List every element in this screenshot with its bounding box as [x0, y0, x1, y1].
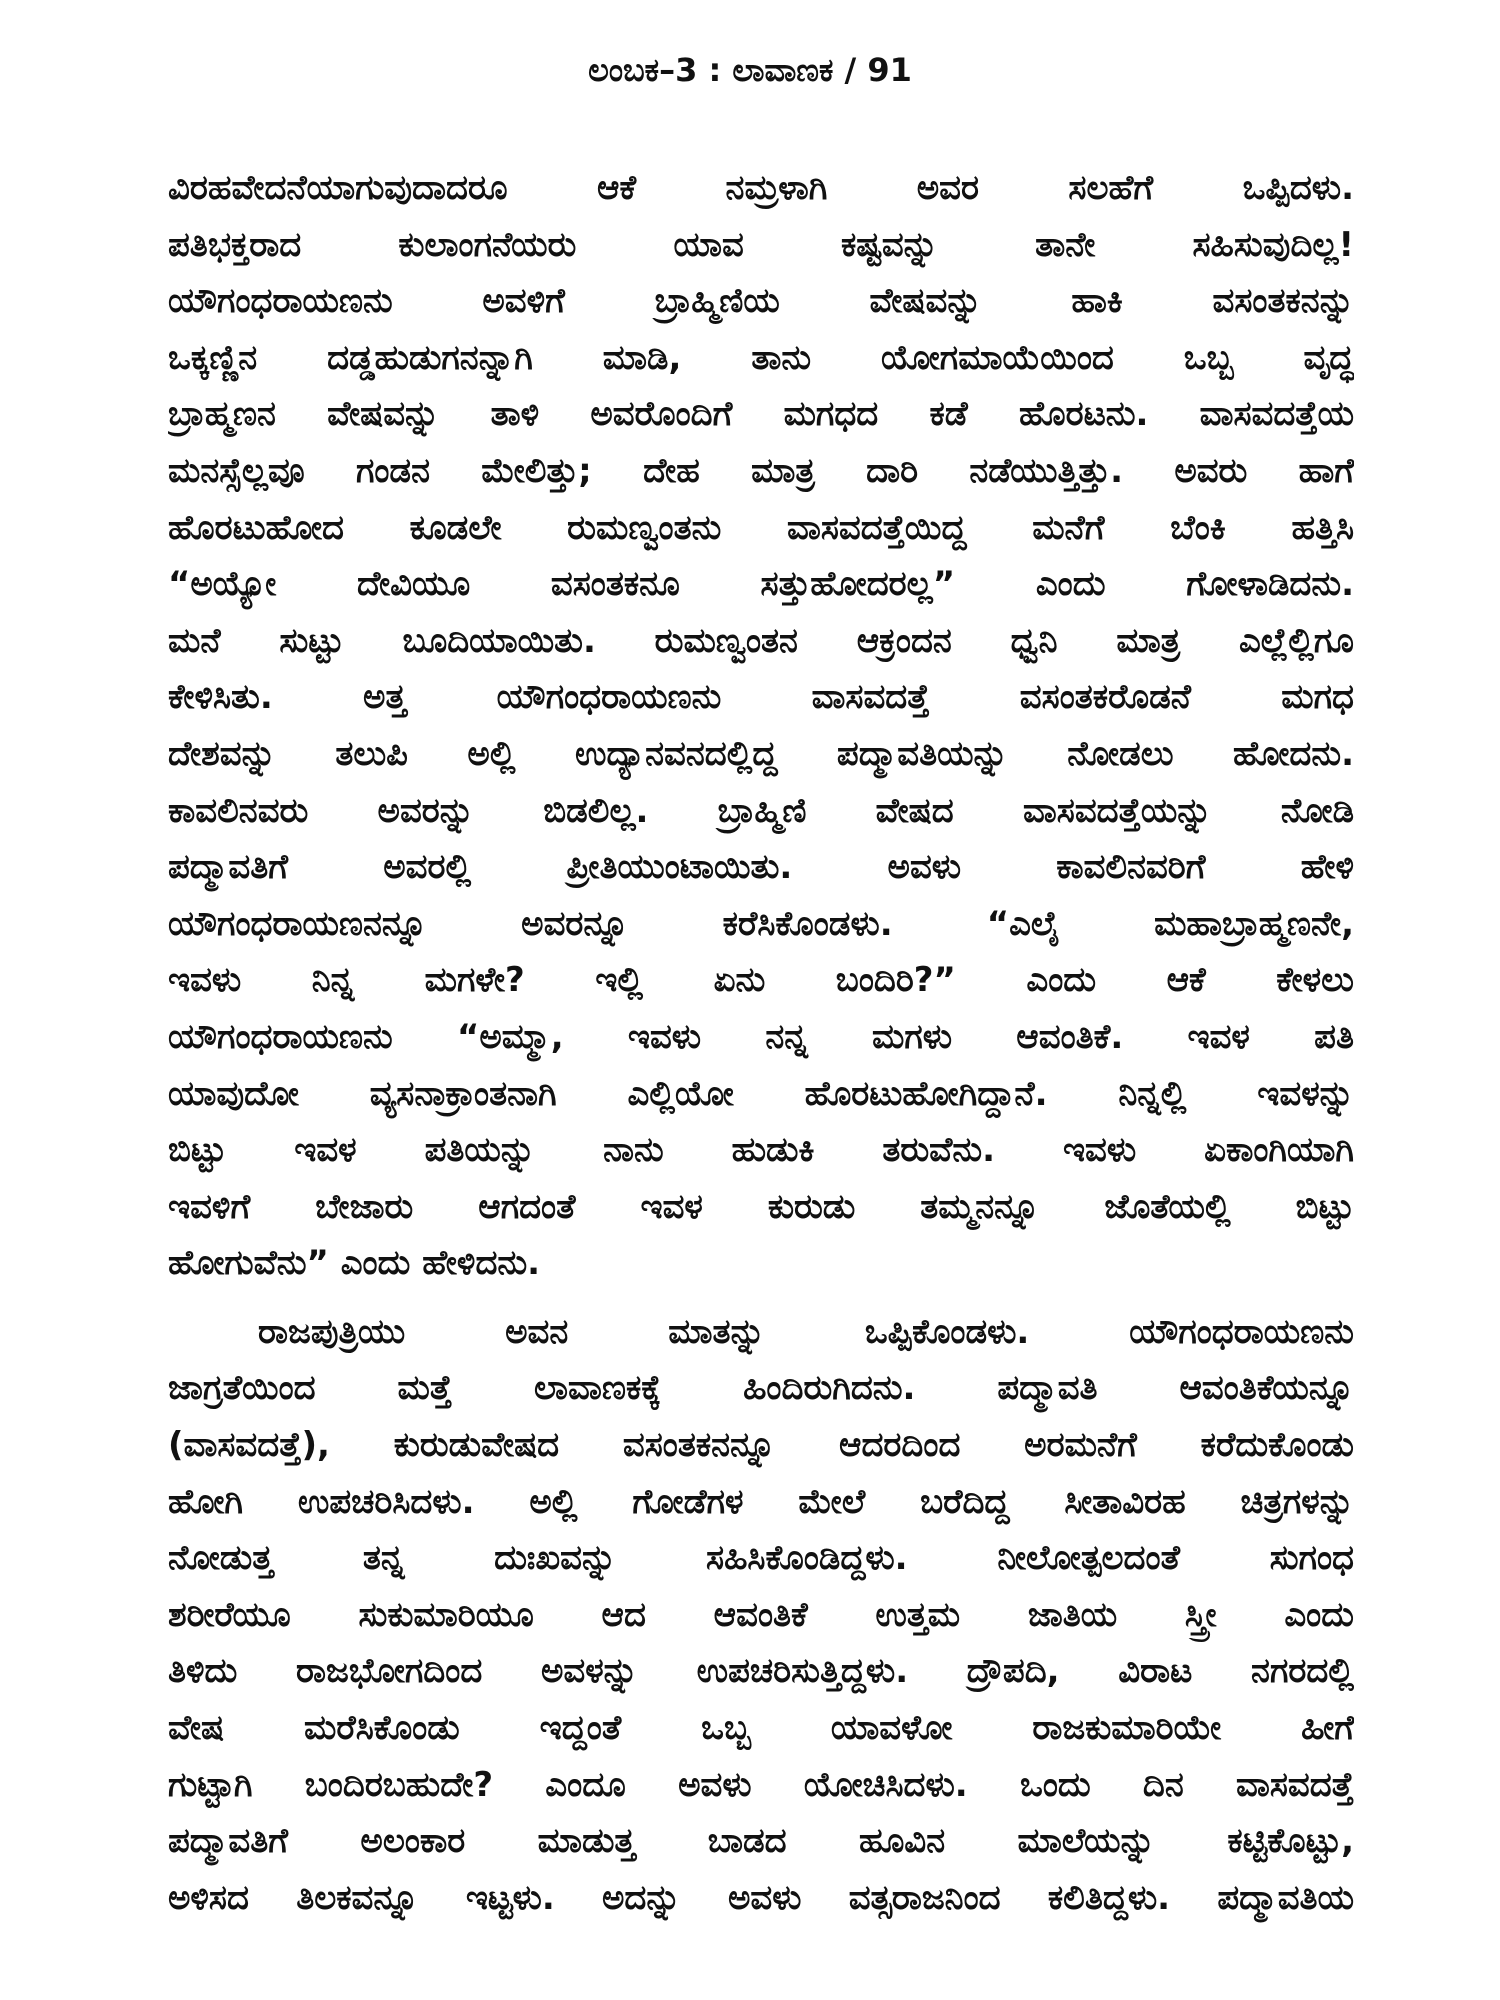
text-line: ಹೊರಟುಹೋದ ಕೂಡಲೇ ರುಮಣ್ವಂತನು ವಾಸವದತ್ತೆಯಿದ್ದ ಮನೆಗೆ ಬೆಂಕಿ ಹತ್ತಿಸಿ — [168, 507, 1354, 548]
text-line: ಮನಸ್ಸೆಲ್ಲವೂ ಗಂಡನ ಮೇಲಿತ್ತು; ದೇಹ ಮಾತ್ರ ದಾರಿ ನಡೆಯುತ್ತಿತ್ತು. ಅವರು ಹಾಗೆ — [168, 450, 1354, 491]
text-line: ವೇಷ ಮರೆಸಿಕೊಂಡು ಇದ್ದಂತೆ ಒಬ್ಬ ಯಾವಳೋ ರಾಜಕುಮಾರಿಯೇ ಹೀಗೆ — [168, 1708, 1354, 1749]
text-line: ತಿಳಿದು ರಾಜಭೋಗದಿಂದ ಅವಳನ್ನು ಉಪಚರಿಸುತ್ತಿದ್ದಳು. ದ್ರೌಪದಿ, ವಿರಾಟ ನಗರದಲ್ಲಿ — [168, 1651, 1354, 1692]
text-line: ಯೌಗಂಧರಾಯಣನು “ಅಮ್ಮಾ, ಇವಳು ನನ್ನ ಮಗಳು ಆವಂತಿಕೆ. ಇವಳ ಪತಿ — [168, 1016, 1354, 1057]
text-line: ಕೇಳಿಸಿತು. ಅತ್ತ ಯೌಗಂಧರಾಯಣನು ವಾಸವದತ್ತೆ ವಸಂತಕರೊಡನೆ ಮಗಧ — [168, 677, 1354, 718]
text-line: ಬಿಟ್ಟು ಇವಳ ಪತಿಯನ್ನು ನಾನು ಹುಡುಕಿ ತರುವೆನು. ಇವಳು ಏಕಾಂಗಿಯಾಗಿ — [168, 1130, 1354, 1171]
text-line: ದೇಶವನ್ನು ತಲುಪಿ ಅಲ್ಲಿ ಉದ್ಯಾನವನದಲ್ಲಿದ್ದ ಪದ್ಮಾವತಿಯನ್ನು ನೋಡಲು ಹೋದನು. — [168, 733, 1354, 774]
text-line: ಅಳಿಸದ ತಿಲಕವನ್ನೂ ಇಟ್ಟಳು. ಅದನ್ನು ಅವಳು ವತ್ಸರಾಜನಿಂದ ಕಲಿತಿದ್ದಳು. ಪದ್ಮಾವತಿಯ — [168, 1877, 1354, 1918]
text-line: (ವಾಸವದತ್ತೆ), ಕುರುಡುವೇಷದ ವಸಂತಕನನ್ನೂ ಆದರದಿಂದ ಅರಮನೆಗೆ ಕರೆದುಕೊಂಡು — [168, 1425, 1354, 1466]
text-line: ಪದ್ಮಾವತಿಗೆ ಅಲಂಕಾರ ಮಾಡುತ್ತ ಬಾಡದ ಹೂವಿನ ಮಾಲೆಯನ್ನು ಕಟ್ಟಿಕೊಟ್ಟು, — [168, 1821, 1354, 1862]
text-line: ಗುಟ್ಟಾಗಿ ಬಂದಿರಬಹುದೇ? ಎಂದೂ ಅವಳು ಯೋಚಿಸಿದಳು. ಒಂದು ದಿನ ವಾಸವದತ್ತೆ — [168, 1764, 1354, 1805]
paragraph-1 — [168, 160, 1354, 1292]
text-line: ಇವಳು ನಿನ್ನ ಮಗಳೇ? ಇಲ್ಲಿ ಏನು ಬಂದಿರಿ?” ಎಂದು ಆಕೆ ಕೇಳಲು — [168, 960, 1354, 1001]
text-line: ರಾಜಪುತ್ರಿಯು ಅವನ ಮಾತನ್ನು ಒಪ್ಪಿಕೊಂಡಳು. ಯೌಗಂಧರಾಯಣನು — [258, 1311, 1354, 1352]
text-line: ಮನೆ ಸುಟ್ಟು ಬೂದಿಯಾಯಿತು. ರುಮಣ್ವಂತನ ಆಕ್ರಂದನ ಧ್ವನಿ ಮಾತ್ರ ಎಲ್ಲೆಲ್ಲಿಗೂ — [168, 620, 1354, 661]
text-line: ಇವಳಿಗೆ ಬೇಜಾರು ಆಗದಂತೆ ಇವಳ ಕುರುಡು ತಮ್ಮನನ್ನೂ ಜೊತೆಯಲ್ಲಿ ಬಿಟ್ಟು — [168, 1186, 1354, 1227]
text-line: ಬ್ರಾಹ್ಮಣನ ವೇಷವನ್ನು ತಾಳಿ ಅವರೊಂದಿಗೆ ಮಗಧದ ಕಡೆ ಹೊರಟನು. ವಾಸವದತ್ತೆಯ — [168, 394, 1354, 435]
text-line: ಹೋಗಿ ಉಪಚರಿಸಿದಳು. ಅಲ್ಲಿ ಗೋಡೆಗಳ ಮೇಲೆ ಬರೆದಿದ್ದ ಸೀತಾವಿರಹ ಚಿತ್ರಗಳನ್ನು — [168, 1481, 1354, 1522]
text-line: ನೋಡುತ್ತ ತನ್ನ ದುಃಖವನ್ನು ಸಹಿಸಿಕೊಂಡಿದ್ದಳು. ನೀಲೋತ್ಪಲದಂತೆ ಸುಗಂಧ — [168, 1538, 1354, 1579]
text-line: “ಅಯ್ಯೋ ದೇವಿಯೂ ವಸಂತಕನೂ ಸತ್ತುಹೋದರಲ್ಲ” ಎಂದು ಗೋಳಾಡಿದನು. — [168, 564, 1354, 605]
text-line: ಒಕ್ಕಣ್ಣಿನ ದಡ್ಡಹುಡುಗನನ್ನಾಗಿ ಮಾಡಿ, ತಾನು ಯೋಗಮಾಯೆಯಿಂದ ಒಬ್ಬ ವೃದ್ಧ — [168, 337, 1354, 378]
running-header: ಲಂಬಕ–3 : ಲಾವಾಣಕ / 91 — [588, 51, 912, 89]
text-line: ವಿರಹವೇದನೆಯಾಗುವುದಾದರೂ ಆಕೆ ನಮ್ರಳಾಗಿ ಅವರ ಸಲಹೆಗೆ ಒಪ್ಪಿದಳು. — [168, 168, 1354, 208]
text-line: ಪತಿಭಕ್ತರಾದ ಕುಲಾಂಗನೆಯರು ಯಾವ ಕಷ್ಟವನ್ನು ತಾನೇ ಸಹಿಸುವುದಿಲ್ಲ! — [168, 224, 1354, 265]
text-line: ಹೋಗುವೆನು” ಎಂದು ಹೇಳಿದನು. — [168, 1243, 541, 1284]
paragraph-gap — [168, 1292, 1354, 1304]
text-line: ಜಾಗ್ರತೆಯಿಂದ ಮತ್ತೆ ಲಾವಾಣಕಕ್ಕೆ ಹಿಂದಿರುಗಿದನು. ಪದ್ಮಾವತಿ ಆವಂತಿಕೆಯನ್ನೂ — [168, 1368, 1354, 1409]
text-line: ಯಾವುದೋ ವ್ಯಸನಾಕ್ರಾಂತನಾಗಿ ಎಲ್ಲಿಯೋ ಹೊರಟುಹೋಗಿದ್ದಾನೆ. ನಿನ್ನಲ್ಲಿ ಇವಳನ್ನು — [168, 1073, 1354, 1114]
paragraph-2 — [168, 1304, 1354, 1927]
text-line: ಯೌಗಂಧರಾಯಣನನ್ನೂ ಅವರನ್ನೂ ಕರೆಸಿಕೊಂಡಳು. “ಎಲೈ ಮಹಾಬ್ರಾಹ್ಮಣನೇ, — [168, 903, 1354, 944]
text-line: ಯೌಗಂಧರಾಯಣನು ಅವಳಿಗೆ ಬ್ರಾಹ್ಮಿಣಿಯ ವೇಷವನ್ನು ಹಾಕಿ ವಸಂತಕನನ್ನು — [168, 281, 1354, 322]
body-text — [168, 160, 1354, 1926]
text-line: ಪದ್ಮಾವತಿಗೆ ಅವರಲ್ಲಿ ಪ್ರೀತಿಯುಂಟಾಯಿತು. ಅವಳು ಕಾವಲಿನವರಿಗೆ ಹೇಳಿ — [168, 847, 1354, 888]
text-line: ಕಾವಲಿನವರು ಅವರನ್ನು ಬಿಡಲಿಲ್ಲ. ಬ್ರಾಹ್ಮಿಣಿ ವೇಷದ ವಾಸವದತ್ತೆಯನ್ನು ನೋಡಿ — [168, 790, 1354, 831]
text-line: ಶರೀರೆಯೂ ಸುಕುಮಾರಿಯೂ ಆದ ಆವಂತಿಕೆ ಉತ್ತಮ ಜಾತಿಯ ಸ್ತ್ರೀ ಎಂದು — [168, 1594, 1354, 1635]
